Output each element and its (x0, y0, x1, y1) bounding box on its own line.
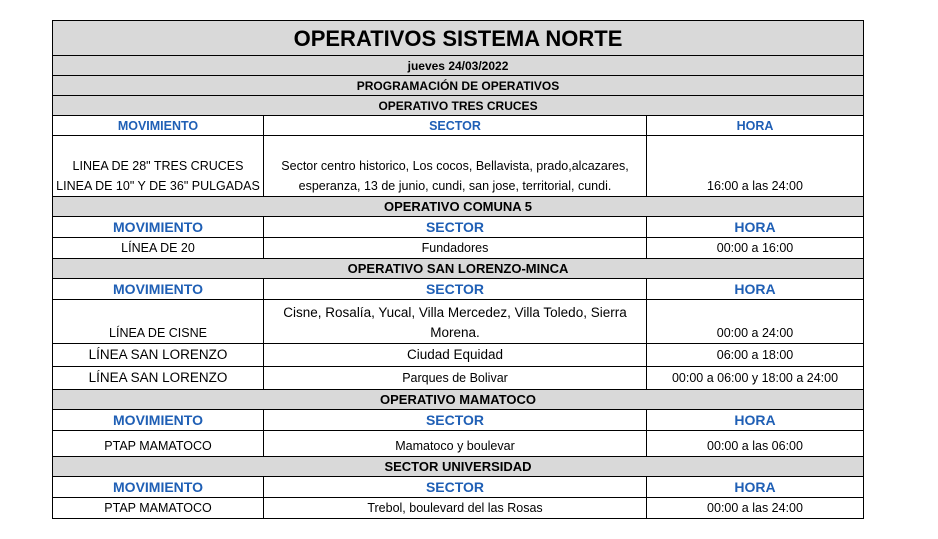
sector-cell: Trebol, boulevard del las Rosas (264, 498, 647, 519)
table-row (53, 300, 864, 344)
section-title-tres-cruces: OPERATIVO TRES CRUCES (53, 96, 864, 116)
table-row (53, 367, 864, 390)
hora-cell: 06:00 a 18:00 (647, 344, 864, 367)
hora-cell: 00:00 a las 24:00 (647, 498, 864, 519)
column-header-sector: SECTOR (264, 477, 647, 498)
date-label: jueves 24/03/2022 (53, 56, 864, 76)
column-header-movimiento: MOVIMIENTO (53, 410, 264, 431)
sector-cell: Parques de Bolivar (264, 367, 647, 390)
sector-cell: Ciudad Equidad (264, 344, 647, 367)
hora-cell: 16:00 a las 24:00 (647, 136, 864, 197)
movimiento-cell: LÍNEA DE 20 (53, 238, 264, 259)
movimiento-cell: LÍNEA DE CISNE (53, 300, 264, 344)
table-row (53, 498, 864, 519)
column-header-sector: SECTOR (264, 116, 647, 136)
column-header-hora: HORA (647, 410, 864, 431)
sector-cell: Mamatoco y boulevar (264, 431, 647, 457)
section-title-universidad: SECTOR UNIVERSIDAD (53, 457, 864, 477)
section-title-comuna-5: OPERATIVO COMUNA 5 (53, 197, 864, 217)
column-header-sector: SECTOR (264, 279, 647, 300)
column-header-sector: SECTOR (264, 410, 647, 431)
section-title-san-lorenzo-minca: OPERATIVO SAN LORENZO-MINCA (53, 259, 864, 279)
hora-cell: 00:00 a 16:00 (647, 238, 864, 259)
operativos-table (52, 20, 864, 519)
column-header-movimiento: MOVIMIENTO (53, 217, 264, 238)
table-row (53, 344, 864, 367)
page-title: OPERATIVOS SISTEMA NORTE (53, 21, 864, 56)
sector-cell: Fundadores (264, 238, 647, 259)
movimiento-cell: LÍNEA SAN LORENZO (53, 344, 264, 367)
sector-cell: Sector centro historico, Los cocos, Bellavista, prado,alcazares, esperanza, 13 de junio, cundi, san jose, territorial, cundi. (264, 136, 647, 197)
column-header-movimiento: MOVIMIENTO (53, 116, 264, 136)
column-header-movimiento: MOVIMIENTO (53, 279, 264, 300)
hora-cell: 00:00 a 24:00 (647, 300, 864, 344)
movimiento-cell: LINEA DE 28" TRES CRUCES LINEA DE 10" Y DE 36" PULGADAS (53, 136, 264, 197)
sector-cell: Cisne, Rosalía, Yucal, Villa Mercedez, Villa Toledo, Sierra Morena. (264, 300, 647, 344)
table-row (53, 431, 864, 457)
operativos-sheet (52, 20, 863, 519)
column-header-sector: SECTOR (264, 217, 647, 238)
hora-cell: 00:00 a 06:00 y 18:00 a 24:00 (647, 367, 864, 390)
hora-cell: 00:00 a las 06:00 (647, 431, 864, 457)
column-header-hora: HORA (647, 116, 864, 136)
movimiento-cell: PTAP MAMATOCO (53, 431, 264, 457)
column-header-movimiento: MOVIMIENTO (53, 477, 264, 498)
column-header-hora: HORA (647, 477, 864, 498)
table-row (53, 238, 864, 259)
movimiento-cell: PTAP MAMATOCO (53, 498, 264, 519)
column-header-hora: HORA (647, 217, 864, 238)
table-row (53, 136, 864, 197)
column-header-hora: HORA (647, 279, 864, 300)
movimiento-cell: LÍNEA SAN LORENZO (53, 367, 264, 390)
section-title-mamatoco: OPERATIVO MAMATOCO (53, 390, 864, 410)
programacion-heading: PROGRAMACIÓN DE OPERATIVOS (53, 76, 864, 96)
